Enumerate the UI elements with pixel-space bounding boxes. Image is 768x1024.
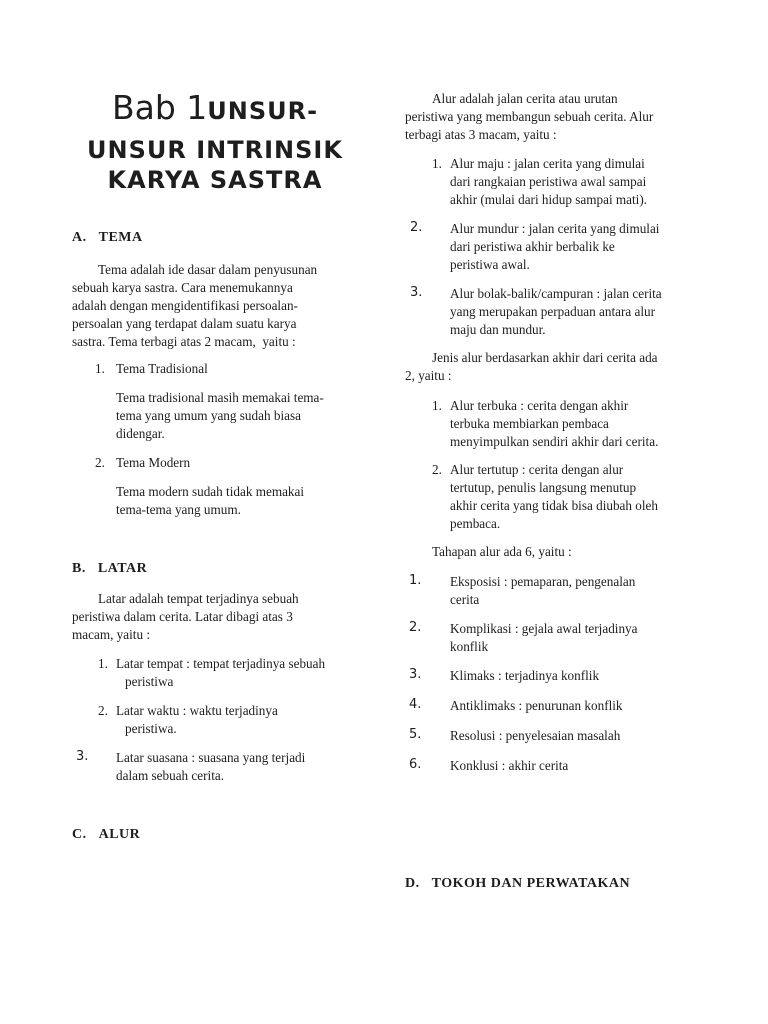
- text-line: terbagi atas 3 macam, yaitu :: [405, 127, 557, 142]
- list-number: 2.: [98, 703, 108, 718]
- text-line: Alur tertutup : cerita dengan alur: [450, 462, 624, 477]
- section-heading-tokoh: D. TOKOH DAN PERWATAKAN: [405, 876, 631, 891]
- text-line: Komplikasi : gejala awal terjadinya: [450, 621, 638, 636]
- list-item: [450, 397, 710, 451]
- text-line: Tema adalah ide dasar dalam penyusunan: [98, 262, 318, 277]
- text-line: Alur mundur : jalan cerita yang dimulai: [450, 221, 660, 236]
- text-line: maju dan mundur.: [450, 322, 546, 337]
- list-number: 4.: [409, 697, 422, 712]
- list-number: 1.: [95, 361, 105, 376]
- title-line2: UNSUR INTRINSIK: [87, 136, 343, 164]
- text-line: akhir (mulai dari hidup sampai mati).: [450, 192, 648, 207]
- title-bab: Bab 1: [111, 88, 208, 127]
- section-heading-alur: C. ALUR: [72, 827, 141, 842]
- text-line: Alur terbuka : cerita dengan akhir: [450, 398, 629, 413]
- list-number: 3.: [409, 667, 422, 682]
- page-title: [80, 88, 350, 195]
- list-number: 1.: [432, 156, 442, 171]
- alur-stages-intro: Tahapan alur ada 6, yaitu :: [432, 544, 572, 559]
- section-heading-latar: B. LATAR: [72, 561, 148, 576]
- text-line: dalam sebuah cerita.: [116, 768, 225, 783]
- text-line: dari rangkaian peristiwa awal sampai: [450, 174, 647, 189]
- list-item: Antiklimaks : penurunan konflik: [450, 698, 623, 713]
- text-line: Tema modern sudah tidak memakai: [116, 484, 305, 499]
- text-line: menyimpulkan sendiri akhir dari cerita.: [450, 434, 659, 449]
- list-item: [450, 620, 710, 656]
- list-item: [450, 285, 710, 339]
- list-item: [450, 220, 710, 274]
- text-line: dari peristiwa akhir berbalik ke: [450, 239, 615, 254]
- text-line: terbuka membiarkan pembaca: [450, 416, 609, 431]
- tema-item-title: Tema Modern: [116, 455, 191, 470]
- text-line: tertutup, penulis langsung menutup: [450, 480, 637, 495]
- text-line: tema-tema yang umum.: [116, 502, 241, 517]
- list-number: 3.: [410, 285, 423, 300]
- list-item: [450, 155, 710, 209]
- list-number: 1.: [432, 398, 442, 413]
- list-number: 2.: [410, 220, 423, 235]
- list-number: 1.: [409, 573, 422, 588]
- list-number: 2.: [432, 462, 442, 477]
- list-item: [116, 702, 366, 738]
- title-line3: KARYA SASTRA: [107, 166, 323, 194]
- list-number: 1.: [98, 656, 108, 671]
- text-line: 2, yaitu :: [405, 368, 452, 383]
- text-line: didengar.: [116, 426, 165, 441]
- list-number: 5.: [409, 727, 422, 742]
- text-line: sastra. Tema terbagi atas 2 macam, yaitu :: [72, 334, 296, 349]
- text-line: peristiwa awal.: [450, 257, 530, 272]
- text-line: Latar tempat : tempat terjadinya sebuah: [116, 656, 326, 671]
- title-line1: UNSUR-: [207, 97, 319, 125]
- text-line: yang merupakan perpaduan antara alur: [450, 304, 656, 319]
- list-number: 6.: [409, 757, 422, 772]
- list-item: [116, 655, 366, 691]
- text-line: pembaca.: [450, 516, 501, 531]
- latar-paragraph: [72, 590, 372, 644]
- text-line: Alur bolak-balik/campuran : jalan cerita: [450, 286, 662, 301]
- text-line: Latar waktu : waktu terjadinya: [116, 703, 278, 718]
- text-line: sebuah karya sastra. Cara menemukannya: [72, 280, 293, 295]
- text-line: peristiwa dalam cerita. Latar dibagi atas 3: [72, 609, 293, 624]
- text-line: persoalan yang terdapat dalam suatu karya: [72, 316, 297, 331]
- text-line: macam, yaitu :: [72, 627, 150, 642]
- text-line: tema yang umum yang sudah biasa: [116, 408, 301, 423]
- text-line: konflik: [450, 639, 489, 654]
- text-line: Latar adalah tempat terjadinya sebuah: [98, 591, 299, 606]
- section-heading-tema: A. TEMA: [72, 230, 143, 245]
- text-line: cerita: [450, 592, 480, 607]
- text-line: peristiwa yang membangun sebuah cerita. Alur: [405, 109, 654, 124]
- tema-paragraph: [72, 261, 372, 351]
- text-line: adalah dengan mengidentifikasi persoalan-: [72, 298, 298, 313]
- text-line: peristiwa.: [125, 721, 177, 736]
- list-item: [116, 749, 366, 785]
- text-line: peristiwa: [125, 674, 174, 689]
- text-line: Jenis alur berdasarkan akhir dari cerita ada: [432, 350, 658, 365]
- tema-item-desc: [116, 483, 366, 519]
- tema-item-desc: [116, 389, 366, 443]
- tema-item-title: Tema Tradisional: [116, 361, 208, 376]
- list-item: Konklusi : akhir cerita: [450, 758, 569, 773]
- text-line: Alur maju : jalan cerita yang dimulai: [450, 156, 645, 171]
- text-line: akhir cerita yang tidak bisa diubah oleh: [450, 498, 658, 513]
- alur-ending-paragraph: [405, 349, 705, 385]
- list-item: Resolusi : penyelesaian masalah: [450, 728, 621, 743]
- list-item: [450, 461, 710, 533]
- list-number: 2.: [95, 455, 105, 470]
- list-item: Klimaks : terjadinya konflik: [450, 668, 600, 683]
- text-line: Latar suasana : suasana yang terjadi: [116, 750, 306, 765]
- alur-paragraph: [405, 90, 705, 144]
- text-line: Eksposisi : pemaparan, pengenalan: [450, 574, 636, 589]
- list-number: 3.: [76, 749, 89, 764]
- list-number: 2.: [409, 620, 422, 635]
- text-line: Alur adalah jalan cerita atau urutan: [432, 91, 618, 106]
- list-item: [450, 573, 710, 609]
- text-line: Tema tradisional masih memakai tema-: [116, 390, 324, 405]
